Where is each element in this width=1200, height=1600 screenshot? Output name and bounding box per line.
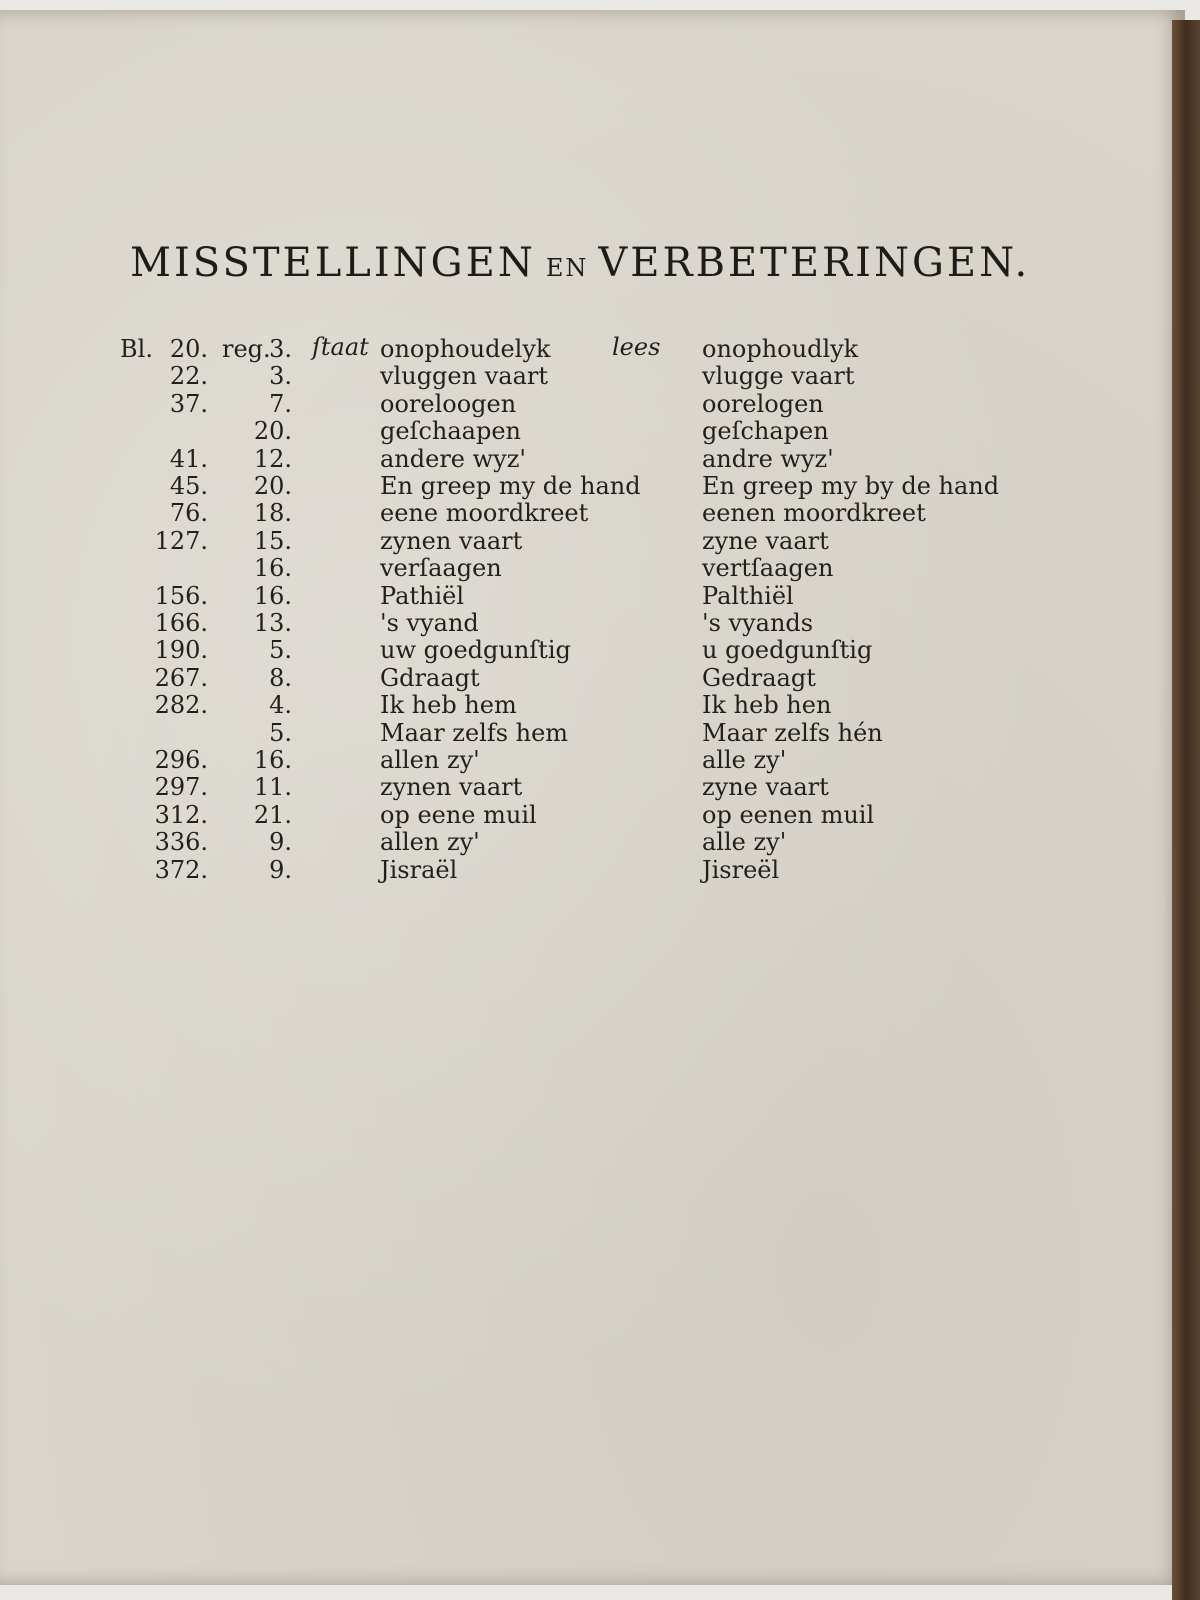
- page-number: 76.: [169, 499, 208, 527]
- page-number: 372.: [154, 856, 208, 884]
- correct-reading: En greep my by de hand: [702, 472, 1000, 500]
- line-number: 20.: [253, 472, 292, 500]
- correct-label: lees: [612, 333, 661, 361]
- wrong-reading: andere wyz': [380, 445, 526, 473]
- page-number: 45.: [169, 472, 208, 500]
- wrong-reading: En greep my de hand: [380, 472, 641, 500]
- wrong-reading: onophoudelyk: [380, 335, 551, 363]
- wrong-reading: 's vyand: [380, 609, 479, 637]
- wrong-reading: zynen vaart: [380, 527, 523, 555]
- page-number: 190.: [154, 636, 208, 664]
- line-number: 3.: [269, 362, 292, 390]
- correct-reading: geſchapen: [702, 417, 829, 445]
- correct-reading: Ik heb hen: [702, 691, 832, 719]
- wrong-reading: verſaagen: [380, 554, 502, 582]
- line-number: 20.: [253, 417, 292, 445]
- line-number: 11.: [253, 773, 292, 801]
- page-number: 312.: [154, 801, 208, 829]
- correct-reading: zyne vaart: [702, 527, 829, 555]
- title-right: VERBETERINGEN.: [598, 240, 1031, 286]
- page-number: 282.: [154, 691, 208, 719]
- wrong-reading: uw goedgunſtig: [380, 636, 571, 664]
- page-number: 296.: [154, 746, 208, 774]
- wrong-reading: allen zy': [380, 828, 480, 856]
- page-number: 336.: [154, 828, 208, 856]
- correct-reading: vlugge vaart: [702, 362, 855, 390]
- correct-reading: andre wyz': [702, 445, 834, 473]
- wrong-reading: eene moordkreet: [380, 499, 589, 527]
- line-number: 9.: [269, 856, 292, 884]
- wrong-reading: op eene muil: [380, 801, 537, 829]
- line-number: 15.: [253, 527, 292, 555]
- line-abbreviation: reg.: [222, 335, 271, 363]
- correct-reading: alle zy': [702, 828, 787, 856]
- page-number: 20.: [169, 335, 208, 363]
- correct-reading: alle zy': [702, 746, 787, 774]
- wrong-reading: Jisraël: [380, 856, 458, 884]
- page-number: 22.: [169, 362, 208, 390]
- line-number: 8.: [269, 664, 292, 692]
- wrong-reading: Gdraagt: [380, 664, 480, 692]
- line-number: 7.: [269, 390, 292, 418]
- correct-reading: 's vyands: [702, 609, 814, 637]
- line-number: 9.: [269, 828, 292, 856]
- page-title: [130, 240, 1030, 286]
- line-number: 21.: [253, 801, 292, 829]
- correct-reading: zyne vaart: [702, 773, 829, 801]
- correct-reading: u goedgunſtig: [702, 636, 873, 664]
- correct-reading: Jisreël: [702, 856, 780, 884]
- correct-reading: Maar zelfs hén: [702, 719, 883, 747]
- title-conjunction: EN: [545, 254, 589, 282]
- line-number: 5.: [269, 719, 292, 747]
- correct-reading: vertſaagen: [702, 554, 834, 582]
- wrong-reading: zynen vaart: [380, 773, 523, 801]
- line-number: 16.: [253, 582, 292, 610]
- wrong-reading: geſchaapen: [380, 417, 521, 445]
- correct-reading: onophoudlyk: [702, 335, 859, 363]
- correct-reading: oorelogen: [702, 390, 824, 418]
- line-number: 4.: [269, 691, 292, 719]
- line-number: 12.: [253, 445, 292, 473]
- correct-reading: Palthiël: [702, 582, 794, 610]
- book-spine: [1172, 20, 1200, 1600]
- wrong-reading: Pathiël: [380, 582, 465, 610]
- line-number: 16.: [253, 554, 292, 582]
- correct-reading: eenen moordkreet: [702, 499, 926, 527]
- page-number: 37.: [169, 390, 208, 418]
- wrong-reading: ooreloogen: [380, 390, 517, 418]
- wrong-reading: Maar zelfs hem: [380, 719, 569, 747]
- title-left: MISSTELLINGEN: [130, 240, 536, 286]
- wrong-reading: Ik heb hem: [380, 691, 517, 719]
- line-number: 5.: [269, 636, 292, 664]
- line-number: 13.: [253, 609, 292, 637]
- page-number: 297.: [154, 773, 208, 801]
- page-number: 41.: [169, 445, 208, 473]
- wrong-label: ſtaat: [312, 333, 369, 361]
- correct-reading: Gedraagt: [702, 664, 816, 692]
- page-number: 156.: [154, 582, 208, 610]
- page-number: 166.: [154, 609, 208, 637]
- line-number: 16.: [253, 746, 292, 774]
- line-number: 3.: [269, 335, 292, 363]
- page-abbreviation: Bl.: [120, 335, 153, 363]
- line-number: 18.: [253, 499, 292, 527]
- wrong-reading: vluggen vaart: [380, 362, 548, 390]
- correct-reading: op eenen muil: [702, 801, 875, 829]
- wrong-reading: allen zy': [380, 746, 480, 774]
- page-number: 127.: [154, 527, 208, 555]
- page-number: 267.: [154, 664, 208, 692]
